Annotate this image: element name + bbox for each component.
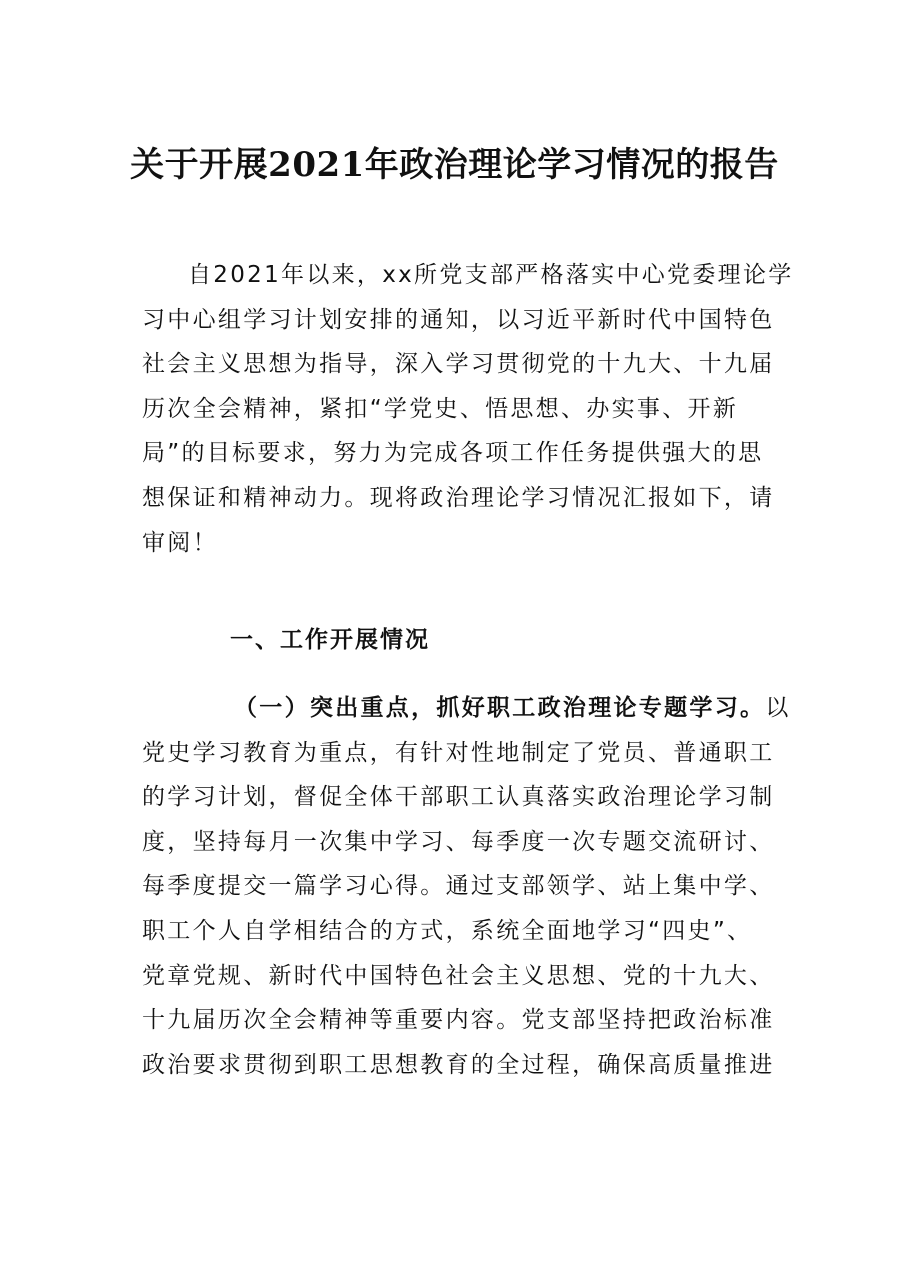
paragraph-line: 职工个人自学相结合的方式，系统全面地学习“四史”、 <box>142 917 753 944</box>
paragraph-line: 十九届历次全会精神等重要内容。党支部坚持把政治标准 <box>142 1007 775 1034</box>
paragraph-line: 度，坚持每月一次集中学习、每季度一次专题交流研讨、 <box>142 828 775 855</box>
document-title: 关于开展2021年政治理论学习情况的报告 <box>130 145 779 185</box>
paragraph-line: 局”的目标要求，努力为完成各项工作任务提供强大的思 <box>142 440 764 467</box>
paragraph-line: 自2021年以来，xx所党支部严格落实中心党委理论学 <box>188 262 794 288</box>
paragraph-first-line <box>142 686 791 731</box>
paragraph-line: 审阅！ <box>142 529 218 556</box>
section-heading: 一、工作开展情况 <box>230 627 430 653</box>
section-paragraph <box>142 686 791 1087</box>
paragraph-line: 想保证和精神动力。现将政治理论学习情况汇报如下，请 <box>142 484 775 511</box>
paragraph-line: 党史学习教育为重点，有针对性地制定了党员、普通职工 <box>142 739 775 766</box>
paragraph-line: 社会主义思想为指导，深入学习贯彻党的十九大、十九届 <box>142 351 775 378</box>
intro-paragraph <box>142 253 794 565</box>
paragraph-line: 政治要求贯彻到职工思想教育的全过程，确保高质量推进 <box>142 1051 775 1078</box>
paragraph-line: 历次全会精神，紧扣“学党史、悟思想、办实事、开新 <box>142 395 739 422</box>
lead-continuation: 以 <box>765 695 791 721</box>
bold-lead-text: （一）突出重点，抓好职工政治理论专题学习。 <box>234 695 766 721</box>
paragraph-line: 习中心组学习计划安排的通知，以习近平新时代中国特色 <box>142 306 775 333</box>
paragraph-line: 每季度提交一篇学习心得。通过支部领学、站上集中学、 <box>142 873 775 900</box>
paragraph-line: 的学习计划，督促全体干部职工认真落实政治理论学习制 <box>142 784 775 811</box>
paragraph-line: 党章党规、新时代中国特色社会主义思想、党的十九大、 <box>142 962 775 989</box>
